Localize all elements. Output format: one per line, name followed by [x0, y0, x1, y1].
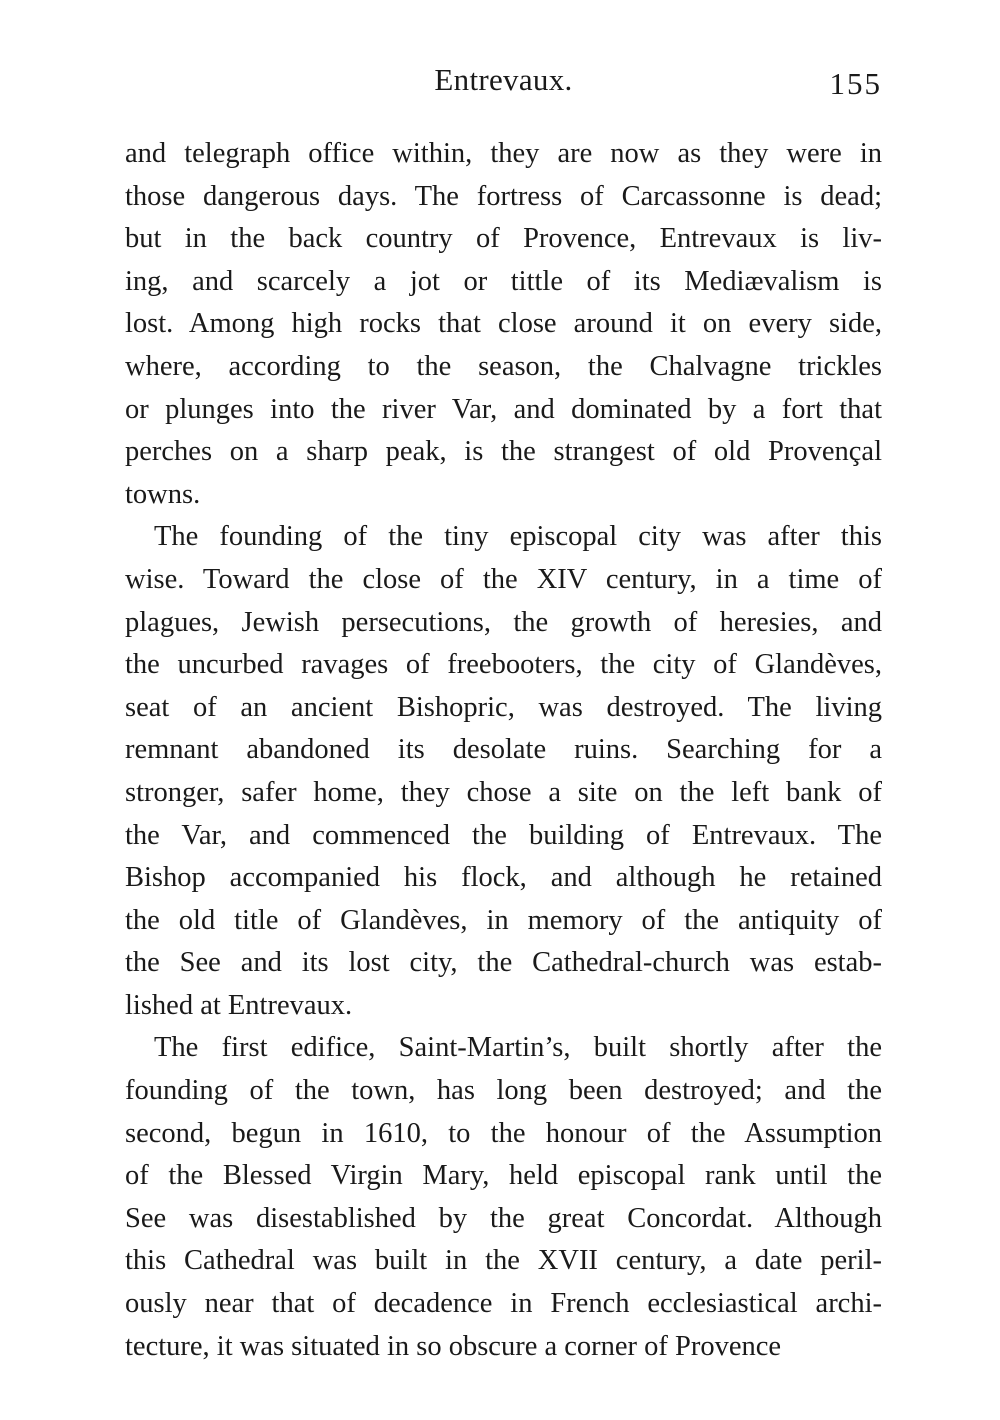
text-line: lished at Entrevaux. [125, 989, 353, 1021]
text-line: lost. Among high rocks that close around it on every side, [125, 308, 882, 340]
text-line: the old title of Glandèves, in memory of the antiquity of [125, 904, 882, 936]
body-text [125, 133, 882, 1368]
text-line: or plunges into the river Var, and dominated by a fort that [125, 393, 882, 425]
text-line: of the Blessed Virgin Mary, held episcopal rank until the [125, 1160, 882, 1192]
text-line: tecture, it was situated in so obscure a corner of Provence [125, 1330, 782, 1362]
text-line: but in the back country of Provence, Entrevaux is liv- [125, 223, 882, 255]
text-line: the Var, and commenced the building of Entrevaux. The [125, 819, 882, 851]
text-line: this Cathedral was built in the XVII century, a date peril- [125, 1245, 882, 1277]
text-line: ously near that of decadence in French ecclesiastical archi- [125, 1288, 882, 1320]
text-line: See was disestablished by the great Concordat. Although [125, 1202, 882, 1234]
text-line: The founding of the tiny episcopal city was after this [154, 521, 882, 553]
paragraph [125, 516, 882, 1027]
paragraph [125, 1027, 882, 1368]
text-line: wise. Toward the close of the XIV century, in a time of [125, 563, 882, 595]
text-line: perches on a sharp peak, is the strangest of old Provençal [125, 436, 882, 468]
text-line: second, begun in 1610, to the honour of the Assumption [125, 1117, 882, 1149]
text-line: stronger, safer home, they chose a site on the left bank of [125, 776, 882, 808]
text-line: ing, and scarcely a jot or tittle of its Mediævalism is [125, 265, 882, 297]
paragraph [125, 133, 882, 516]
text-line: Bishop accompanied his flock, and although he retained [125, 862, 882, 894]
text-line: plagues, Jewish persecutions, the growth of heresies, and [125, 606, 882, 638]
text-line: towns. [125, 478, 201, 510]
text-line: The first edifice, Saint-Martin’s, built shortly after the [154, 1032, 882, 1064]
book-page [125, 0, 882, 1420]
running-head [125, 58, 882, 102]
text-line: and telegraph office within, they are now as they were in [125, 138, 882, 169]
page-number: 155 [829, 66, 882, 101]
running-title: Entrevaux. [434, 62, 573, 97]
text-line: remnant abandoned its desolate ruins. Searching for a [125, 734, 882, 766]
text-line: the uncurbed ravages of freebooters, the city of Glandèves, [125, 649, 882, 681]
text-line: where, according to the season, the Chalvagne trickles [125, 350, 882, 382]
text-line: those dangerous days. The fortress of Carcassonne is dead; [125, 180, 882, 212]
text-line: the See and its lost city, the Cathedral-church was estab- [125, 947, 882, 979]
text-line: founding of the town, has long been destroyed; and the [125, 1075, 882, 1107]
text-line: seat of an ancient Bishopric, was destroyed. The living [125, 691, 882, 723]
